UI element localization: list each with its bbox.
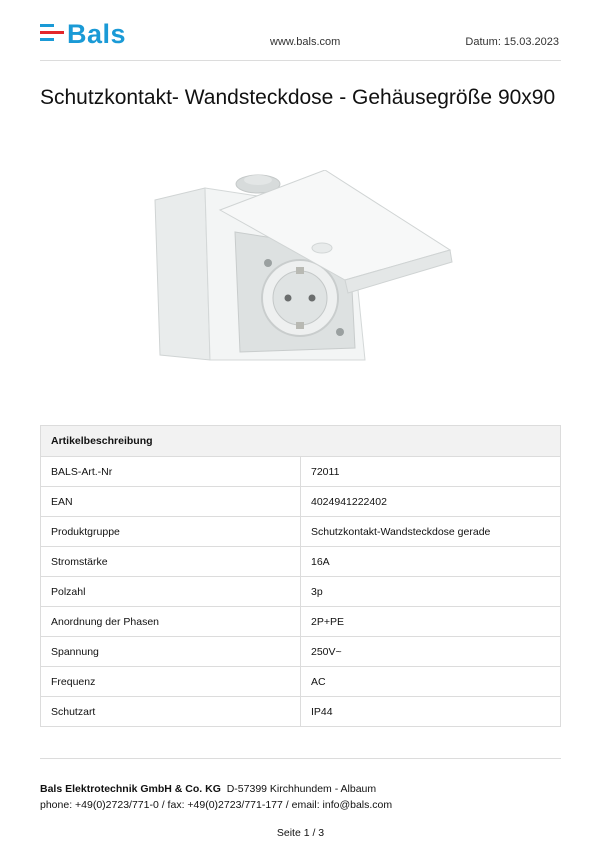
page-title: Schutzkontakt- Wandsteckdose - Gehäusegröße 90x90 [40,86,556,109]
spec-value: 4024941222402 [301,487,561,517]
spec-value: 250V~ [301,637,561,667]
footer [40,781,392,813]
header-divider [40,60,561,61]
table-row [41,637,561,667]
table-row [41,547,561,577]
spec-label: Produktgruppe [41,517,301,547]
spec-value: IP44 [301,697,561,727]
spec-label: Spannung [41,637,301,667]
spec-table [40,425,561,727]
spec-value: 72011 [301,457,561,487]
table-row [41,457,561,487]
bals-logo [40,19,127,49]
table-row [41,607,561,637]
table-row [41,487,561,517]
spec-label: Anordnung der Phasen [41,607,301,637]
spec-label: EAN [41,487,301,517]
spec-value: 16A [301,547,561,577]
spec-label: Schutzart [41,697,301,727]
spec-label: Polzahl [41,577,301,607]
spec-label: Frequenz [41,667,301,697]
logo-mark-icon [40,22,64,46]
spec-value: AC [301,667,561,697]
footer-contact: phone: +49(0)2723/771-0 / fax: +49(0)2723/771-177 / email: info@bals.com [40,799,393,811]
table-row [41,697,561,727]
spec-value: Schutzkontakt-Wandsteckdose gerade [301,517,561,547]
table-row [41,667,561,697]
spec-table-heading: Artikelbeschreibung [41,426,561,457]
spec-value: 2P+PE [301,607,561,637]
spec-table-header [41,426,561,457]
header-date: Datum: 15.03.2023 [465,36,559,48]
table-row [41,517,561,547]
spec-label: BALS-Art.-Nr [41,457,301,487]
spec-value: 3p [301,577,561,607]
footer-company: Bals Elektrotechnik GmbH & Co. KG [40,783,221,795]
spec-label: Stromstärke [41,547,301,577]
footer-address: D-57399 Kirchhundem - Albaum [226,783,377,795]
footer-divider [40,758,561,759]
logo-text: Bals [67,19,127,49]
page-number: Seite 1 / 3 [276,827,325,839]
table-row [41,577,561,607]
header-url[interactable]: www.bals.com [270,36,341,48]
product-image [150,170,460,390]
